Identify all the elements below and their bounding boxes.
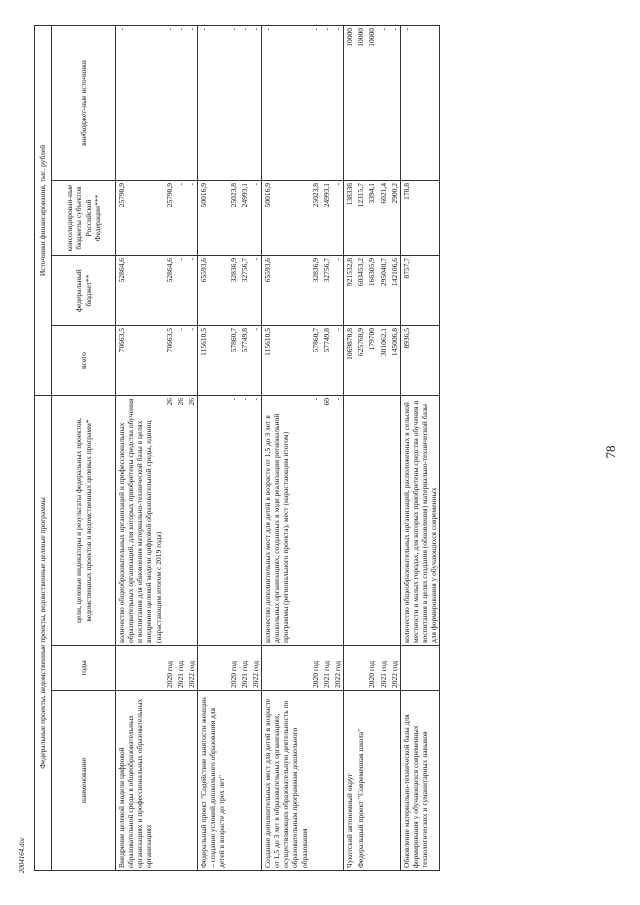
cell-name bbox=[175, 691, 186, 871]
cell-total: - bbox=[250, 326, 262, 396]
cell-total: - bbox=[186, 326, 198, 396]
cell-regional: 12315,7 bbox=[355, 181, 366, 256]
col-years-header: годы bbox=[52, 646, 116, 691]
cell-indicator bbox=[355, 396, 366, 646]
cell-regional: 138338 bbox=[344, 181, 356, 256]
cell-indicator: 26 bbox=[175, 396, 186, 646]
cell-year: 2020 год bbox=[366, 646, 377, 691]
table-row bbox=[321, 25, 332, 870]
cell-total: 625768,9 bbox=[355, 326, 366, 396]
cell-regional: 6021,4 bbox=[378, 181, 389, 256]
cell-extra: - bbox=[389, 25, 401, 180]
cell-year: 2021 год bbox=[175, 646, 186, 691]
cell-year: 2022 год bbox=[250, 646, 262, 691]
table-row bbox=[116, 25, 164, 870]
cell-year bbox=[355, 646, 366, 691]
table-row bbox=[366, 25, 377, 870]
cell-regional: 3394,1 bbox=[366, 181, 377, 256]
cell-name bbox=[186, 691, 198, 871]
cell-federal: 52864,6 bbox=[164, 256, 175, 326]
cell-indicator bbox=[389, 396, 401, 646]
cell-name bbox=[164, 691, 175, 871]
cell-total: 57749,8 bbox=[239, 326, 250, 396]
cell-name: Обновление материально-технической базы для формирования у обучающихся современных технологических и гуманитарных навыков bbox=[400, 691, 440, 871]
cell-year bbox=[344, 646, 356, 691]
cell-total: 78663,5 bbox=[164, 326, 175, 396]
table-row bbox=[332, 25, 344, 870]
table-row bbox=[250, 25, 262, 870]
header-projects: Федеральные проекты, ведомственные проекты, ведомственные целевые программы bbox=[35, 396, 52, 871]
table-row bbox=[310, 25, 321, 870]
cell-total: 115610,5 bbox=[198, 326, 228, 396]
col-goals-header: цели, целевые индикаторы и результаты федеральных проектов, ведомственных проектов и ведомственных целевых программ* bbox=[52, 396, 116, 646]
cell-year bbox=[198, 646, 228, 691]
cell-regional: 25023,8 bbox=[310, 181, 321, 256]
cell-name bbox=[389, 691, 401, 871]
cell-regional: 25023,8 bbox=[228, 181, 239, 256]
cell-extra: - bbox=[175, 25, 186, 180]
cell-total: 57860,7 bbox=[228, 326, 239, 396]
cell-regional: - bbox=[332, 181, 344, 256]
cell-extra: - bbox=[321, 25, 332, 180]
col-extra-header: внебюджет-ные источники bbox=[52, 25, 116, 180]
table-row bbox=[261, 25, 309, 870]
cell-name bbox=[228, 691, 239, 871]
header-sources: Источники финансирования, тыс. рублей bbox=[35, 25, 52, 395]
cell-indicator: количество дополнительных мест для детей в возрасте от 1,5 до 3 лет в дошкольных организациях, созданных в ходе реализации региональной программы (регионального проекта), мест (нарастающим итогом) bbox=[261, 396, 309, 646]
cell-extra: - bbox=[261, 25, 309, 180]
table-row bbox=[378, 25, 389, 870]
cell-name: Федеральный проект "Содействие занятости женщин – создание условий дошкольного образования для детей в возрасте до трех лет" bbox=[198, 691, 228, 871]
cell-year: 2021 год bbox=[378, 646, 389, 691]
cell-extra: - bbox=[198, 25, 228, 180]
cell-indicator: 26 bbox=[164, 396, 175, 646]
col-regional-header: консолидирован-ные бюджеты субъектов Российской Федерации*** bbox=[52, 181, 116, 256]
cell-name bbox=[250, 691, 262, 871]
cell-indicator bbox=[198, 396, 228, 646]
cell-extra: - bbox=[310, 25, 321, 180]
cell-year: 2021 год bbox=[239, 646, 250, 691]
cell-indicator bbox=[366, 396, 377, 646]
cell-extra: - bbox=[378, 25, 389, 180]
cell-year: 2022 год bbox=[186, 646, 198, 691]
cell-federal: 921532,8 bbox=[344, 256, 356, 326]
cell-federal: 166305,9 bbox=[366, 256, 377, 326]
table-row bbox=[228, 25, 239, 870]
cell-indicator: 26 bbox=[186, 396, 198, 646]
cell-indicator: 60 bbox=[321, 396, 332, 646]
cell-name bbox=[366, 691, 377, 871]
cell-indicator bbox=[378, 396, 389, 646]
cell-year bbox=[116, 646, 164, 691]
cell-indicator: количество общеобразовательных организаций и профессиональных образовательных организаций, для которых приобретены средства обучения и воспитания для обновления материально-технической базы в целях внедрения целевой модели цифровой образовательной среды, единиц (нарастающим итогом с 2019 года) bbox=[116, 396, 164, 646]
footer-filename: 2004164.doc bbox=[18, 836, 26, 874]
cell-regional: 25798,9 bbox=[116, 181, 164, 256]
cell-regional: 24993,1 bbox=[239, 181, 250, 256]
cell-total: 301062,1 bbox=[378, 326, 389, 396]
cell-regional: 25798,9 bbox=[164, 181, 175, 256]
financing-table bbox=[34, 25, 440, 871]
cell-federal: - bbox=[250, 256, 262, 326]
cell-extra: - bbox=[250, 25, 262, 180]
cell-extra: - bbox=[228, 25, 239, 180]
cell-indicator: количество общеобразовательных организаций, расположенных в сельской местности и малых городах, для которых приобретены средства обучения и воспитания в целях создания (обновления) материально-технической базы для формирования у обучающихся современных bbox=[400, 396, 440, 646]
cell-regional: - bbox=[186, 181, 198, 256]
cell-federal: 32836,9 bbox=[310, 256, 321, 326]
cell-year: 2022 год bbox=[389, 646, 401, 691]
cell-name: Федеральный проект "Современная школа" bbox=[355, 691, 366, 871]
cell-total: 78663,5 bbox=[116, 326, 164, 396]
cell-total: 8936,5 bbox=[400, 326, 440, 396]
cell-name bbox=[321, 691, 332, 871]
cell-federal: 295040,7 bbox=[378, 256, 389, 326]
cell-name bbox=[332, 691, 344, 871]
cell-year bbox=[400, 646, 440, 691]
table-row bbox=[239, 25, 250, 870]
cell-federal: 142106,6 bbox=[389, 256, 401, 326]
rotated-table-container bbox=[34, 26, 599, 871]
cell-extra: 10000 bbox=[344, 25, 356, 180]
cell-year: 2020 год bbox=[228, 646, 239, 691]
cell-total: - bbox=[332, 326, 344, 396]
cell-extra: - bbox=[239, 25, 250, 180]
cell-name: Внедрение целевой модели цифровой образовательной среды в общеобразовательных организациях и профессиональных образовательных организациях bbox=[116, 691, 164, 871]
cell-indicator: - bbox=[332, 396, 344, 646]
cell-extra: - bbox=[400, 25, 440, 180]
cell-indicator: - bbox=[228, 396, 239, 646]
cell-year: 2020 год bbox=[310, 646, 321, 691]
cell-federal: 32836,9 bbox=[228, 256, 239, 326]
cell-federal: 52864,6 bbox=[116, 256, 164, 326]
cell-federal: 65593,6 bbox=[261, 256, 309, 326]
cell-federal: 603453,2 bbox=[355, 256, 366, 326]
cell-year: 2020 год bbox=[164, 646, 175, 691]
cell-extra: - bbox=[186, 25, 198, 180]
cell-total: 57860,7 bbox=[310, 326, 321, 396]
cell-indicator bbox=[344, 396, 356, 646]
cell-extra: - bbox=[116, 25, 164, 180]
table-row bbox=[355, 25, 366, 870]
col-total-header: всего bbox=[52, 326, 116, 396]
table-row bbox=[175, 25, 186, 870]
table-row bbox=[164, 25, 175, 870]
cell-year: 2021 год bbox=[321, 646, 332, 691]
cell-regional: 178,8 bbox=[400, 181, 440, 256]
cell-extra: 10000 bbox=[366, 25, 377, 180]
cell-indicator: - bbox=[250, 396, 262, 646]
page-number: 78 bbox=[603, 445, 618, 459]
cell-federal: 32756,7 bbox=[239, 256, 250, 326]
table-body bbox=[116, 25, 440, 870]
cell-federal: 65593,6 bbox=[198, 256, 228, 326]
cell-name bbox=[239, 691, 250, 871]
col-name-header: наименование bbox=[52, 691, 116, 871]
cell-extra: - bbox=[164, 25, 175, 180]
cell-regional: 50016,9 bbox=[261, 181, 309, 256]
cell-year bbox=[261, 646, 309, 691]
cell-total: 115610,5 bbox=[261, 326, 309, 396]
cell-regional: - bbox=[175, 181, 186, 256]
table-row bbox=[389, 25, 401, 870]
cell-total: 145006,8 bbox=[389, 326, 401, 396]
cell-federal: 8757,7 bbox=[400, 256, 440, 326]
cell-year: 2022 год bbox=[332, 646, 344, 691]
cell-federal: - bbox=[186, 256, 198, 326]
cell-regional: 2900,2 bbox=[389, 181, 401, 256]
cell-regional: 24993,1 bbox=[321, 181, 332, 256]
table-row bbox=[344, 25, 356, 870]
cell-name: Чукотский автономный округ bbox=[344, 691, 356, 871]
cell-extra: 10000 bbox=[355, 25, 366, 180]
cell-regional: - bbox=[250, 181, 262, 256]
cell-name bbox=[310, 691, 321, 871]
table-row bbox=[400, 25, 440, 870]
cell-total: 1069870,8 bbox=[344, 326, 356, 396]
col-federal-header: федеральный бюджет** bbox=[52, 256, 116, 326]
cell-federal: - bbox=[175, 256, 186, 326]
table-row bbox=[198, 25, 228, 870]
cell-total: - bbox=[175, 326, 186, 396]
cell-total: 57749,8 bbox=[321, 326, 332, 396]
cell-indicator: - bbox=[310, 396, 321, 646]
table-row bbox=[186, 25, 198, 870]
cell-federal: - bbox=[332, 256, 344, 326]
cell-federal: 32756,7 bbox=[321, 256, 332, 326]
cell-total: 179700 bbox=[366, 326, 377, 396]
cell-extra: - bbox=[332, 25, 344, 180]
cell-name: Создание дополнительных мест для детей в возрасте от 1,5 до 3 лет в образовательных организациях, осуществляющих образовательную деятельность по образовательным программам дошкольного образования bbox=[261, 691, 309, 871]
cell-indicator: - bbox=[239, 396, 250, 646]
cell-name bbox=[378, 691, 389, 871]
cell-regional: 50016,9 bbox=[198, 181, 228, 256]
